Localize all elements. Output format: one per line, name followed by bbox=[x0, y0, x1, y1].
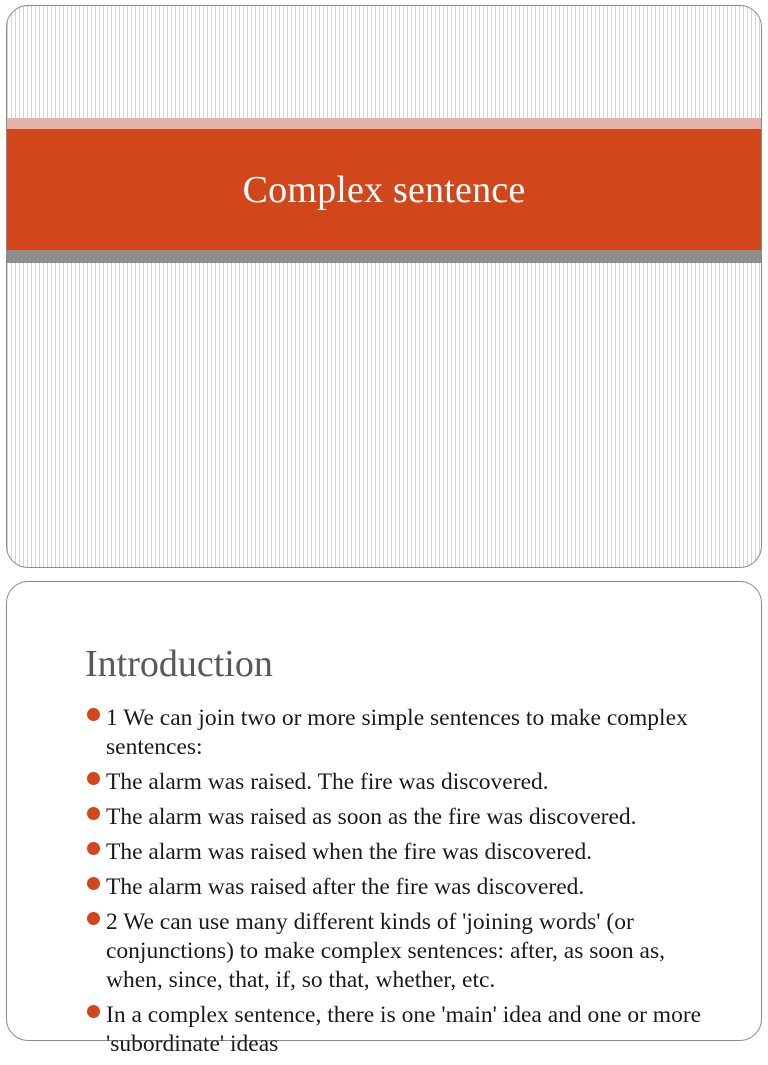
bullet-item bbox=[85, 838, 725, 867]
bullet-dot-icon bbox=[87, 877, 100, 890]
slide-title: Complex sentence bbox=[242, 168, 526, 211]
bullet-text: 1 We can join two or more simple sentences to make complex sentences: bbox=[106, 705, 688, 760]
bullet-dot-icon bbox=[87, 708, 100, 721]
bullet-text: The alarm was raised when the fire was discovered. bbox=[106, 839, 593, 865]
title-slide bbox=[6, 5, 762, 568]
bullet-text: The alarm was raised as soon as the fire was discovered. bbox=[106, 804, 637, 830]
bullet-text: The alarm was raised. The fire was discovered. bbox=[106, 769, 549, 795]
bullet-dot-icon bbox=[87, 842, 100, 855]
bullet-dot-icon bbox=[87, 772, 100, 785]
bullet-text: The alarm was raised after the fire was discovered. bbox=[106, 874, 585, 900]
bullet-dot-icon bbox=[87, 912, 100, 925]
bullet-item bbox=[85, 873, 725, 902]
title-band-top-stripe bbox=[7, 118, 761, 129]
slide-heading: Introduction bbox=[85, 643, 273, 685]
bullet-dot-icon bbox=[87, 807, 100, 820]
title-band-bottom-stripe bbox=[7, 250, 761, 263]
bullet-item bbox=[85, 768, 725, 797]
bullet-item bbox=[85, 803, 725, 832]
bullet-text: 2 We can use many different kinds of 'joining words' (or conjunctions) to make complex sentences: after, as soon as, when, since, that, if, so that, whether, etc. bbox=[106, 909, 665, 993]
title-band bbox=[7, 129, 761, 250]
introduction-slide bbox=[6, 581, 762, 1057]
bullet-item bbox=[85, 1001, 725, 1059]
bullet-dot-icon bbox=[87, 1005, 100, 1018]
bullet-item bbox=[85, 704, 725, 762]
bullet-item bbox=[85, 908, 725, 995]
bullet-text: In a complex sentence, there is one 'main' idea and one or more 'subordinate' ideas bbox=[106, 1002, 702, 1057]
bullet-list bbox=[85, 704, 725, 1065]
